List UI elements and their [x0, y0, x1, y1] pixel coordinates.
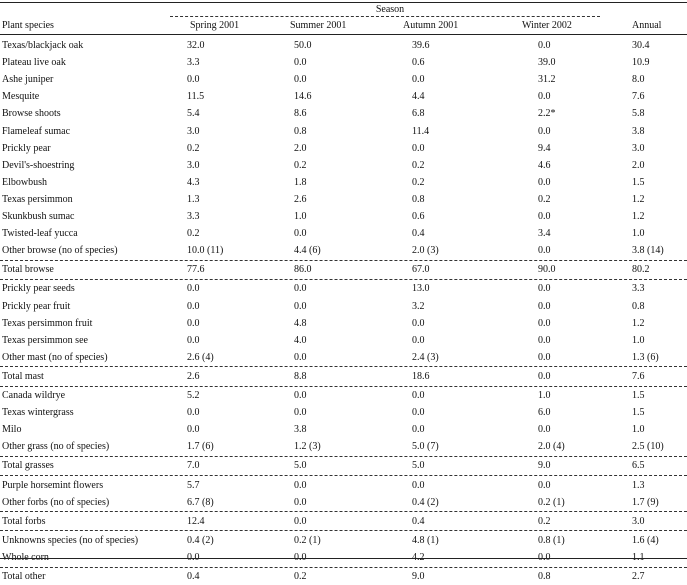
table-cell: 0.0 — [294, 74, 307, 86]
column-header-plant-species: Plant species — [2, 20, 54, 31]
table-cell: 1.0 — [632, 334, 645, 346]
table-cell: 13.0 — [412, 283, 430, 295]
table-cell: 0.2 (1) — [294, 534, 321, 546]
table-cell: 0.0 — [412, 74, 425, 86]
column-header-spring-2001: Spring 2001 — [190, 20, 240, 31]
table-cell: 0.0 — [538, 424, 551, 436]
table-cell: 5.4 — [187, 108, 200, 120]
table-cell: 0.2 — [412, 176, 425, 188]
table-cell: 8.6 — [294, 108, 307, 120]
table-cell: 3.2 — [412, 300, 425, 312]
table-cell: 3.0 — [632, 515, 645, 527]
table-row — [0, 494, 687, 511]
table-cell: 1.1 — [632, 551, 645, 563]
table-cell: 3.3 — [187, 57, 200, 69]
row-label: Skunkbush sumac — [2, 211, 75, 222]
table-cell: 0.2 — [294, 159, 307, 171]
table-cell: 0.0 — [294, 300, 307, 312]
table-cell: 0.0 — [538, 551, 551, 563]
table-cell: 0.0 — [538, 211, 551, 222]
row-label: Elbowbush — [2, 176, 47, 188]
table-cell: 2.0 (4) — [538, 441, 565, 453]
table-cell: 2.6 — [294, 193, 307, 205]
table-cell: 0.0 — [538, 91, 551, 103]
table-cell: 0.0 — [412, 334, 425, 346]
row-label: Texas persimmon fruit — [2, 317, 93, 329]
table-cell: 0.0 — [538, 40, 551, 51]
table-cell: 1.8 — [294, 176, 307, 188]
table-row — [0, 387, 687, 404]
table-row — [0, 54, 687, 71]
total-row — [0, 513, 687, 530]
table-cell: 3.3 — [187, 211, 200, 222]
table-cell: 4.3 — [187, 176, 200, 188]
column-header-summer-2001: Summer 2001 — [290, 20, 347, 31]
table-cell: 0.2 — [294, 571, 307, 582]
table-cell: 0.0 — [187, 424, 200, 436]
table-cell: 0.2 — [187, 228, 200, 240]
table-cell: 3.8 — [294, 424, 307, 436]
column-header-autumn-2001: Autumn 2001 — [403, 20, 459, 31]
table-cell: 1.0 — [538, 390, 551, 401]
table-cell: 1.5 — [632, 390, 645, 401]
table-cell: 0.8 — [294, 125, 307, 137]
table-cell: 7.0 — [187, 460, 200, 472]
table-cell: 0.2 — [538, 193, 551, 205]
table-cell: 9.4 — [538, 142, 551, 154]
table-cell: 1.0 — [632, 228, 645, 240]
row-label: Whole corn — [2, 551, 49, 563]
table-cell: 0.4 — [412, 515, 425, 527]
table-cell: 2.0 — [632, 159, 645, 171]
row-label: Other grass (no of species) — [2, 441, 110, 453]
total-row — [0, 261, 687, 278]
table-cell: 0.0 — [538, 245, 551, 257]
table-row — [0, 140, 687, 157]
table-cell: 0.8 (1) — [538, 534, 565, 546]
table-cell: 5.2 — [187, 390, 200, 401]
table-cell: 4.4 (6) — [294, 245, 321, 257]
table-cell: 0.6 — [412, 57, 425, 69]
table-row — [0, 71, 687, 88]
table-cell: 2.6 — [187, 370, 200, 382]
table-row — [0, 242, 687, 259]
table-row — [0, 225, 687, 242]
table-cell: 0.0 — [294, 283, 307, 295]
row-label: Twisted-leaf yucca — [2, 228, 78, 240]
header-bottom-rule — [0, 34, 687, 35]
row-label: Canada wildrye — [2, 390, 66, 401]
table-cell: 1.3 — [187, 193, 200, 205]
table-cell: 0.0 — [294, 479, 307, 491]
table-cell: 2.0 (3) — [412, 245, 439, 257]
table-cell: 0.0 — [294, 496, 307, 508]
table-cell: 0.0 — [538, 125, 551, 137]
table-cell: 4.0 — [294, 334, 307, 346]
table-cell: 10.0 (11) — [187, 245, 224, 257]
table-cell: 0.0 — [538, 370, 551, 382]
table-cell: 1.0 — [294, 211, 307, 222]
row-label: Total forbs — [2, 515, 46, 527]
table-cell: 18.6 — [412, 370, 430, 382]
table-cell: 0.0 — [294, 515, 307, 527]
table-cell: 0.0 — [412, 317, 425, 329]
table-cell: 0.0 — [538, 317, 551, 329]
table-cell: 3.4 — [538, 228, 551, 240]
row-label: Prickly pear — [2, 142, 51, 154]
table-cell: 3.0 — [187, 159, 200, 171]
table-cell: 0.0 — [412, 390, 425, 401]
table-row — [0, 477, 687, 494]
table-cell: 3.3 — [632, 283, 645, 295]
row-label: Prickly pear fruit — [2, 300, 71, 312]
table-cell: 0.0 — [412, 424, 425, 436]
table-cell: 3.0 — [187, 125, 200, 137]
table-row — [0, 88, 687, 105]
table-cell: 0.0 — [294, 407, 307, 419]
table-cell: 5.8 — [632, 108, 645, 120]
table-cell: 3.0 — [632, 142, 645, 154]
table-cell: 0.0 — [187, 300, 200, 312]
table-row — [0, 404, 687, 421]
row-label: Purple horsemint flowers — [2, 479, 104, 491]
table-cell: 2.7 — [632, 571, 645, 582]
table-cell: 2.2* — [538, 108, 556, 120]
table-cell: 1.6 (4) — [632, 534, 659, 546]
table-cell: 0.0 — [294, 57, 307, 69]
row-label: Texas persimmon — [2, 193, 73, 205]
table-cell: 1.5 — [632, 407, 645, 419]
table-cell: 1.0 — [632, 424, 645, 436]
row-label: Texas wintergrass — [2, 407, 74, 419]
table-row — [0, 157, 687, 174]
table-cell: 39.6 — [412, 40, 430, 51]
row-label: Browse shoots — [2, 108, 61, 120]
table-cell: 86.0 — [294, 264, 312, 276]
table-cell: 0.0 — [412, 479, 425, 491]
row-label: Other forbs (no of species) — [2, 496, 110, 508]
row-label: Unknowns species (no of species) — [2, 534, 139, 546]
table-cell: 90.0 — [538, 264, 556, 276]
table-row — [0, 174, 687, 191]
table-cell: 32.0 — [187, 40, 205, 51]
table-cell: 0.0 — [187, 317, 200, 329]
table-cell: 1.2 — [632, 317, 645, 329]
table-cell: 1.7 (9) — [632, 496, 659, 508]
table-cell: 1.5 — [632, 176, 645, 188]
table-cell: 0.0 — [187, 407, 200, 419]
row-label: Plateau live oak — [2, 57, 66, 69]
table-cell: 0.0 — [538, 300, 551, 312]
table-cell: 9.0 — [538, 460, 551, 472]
table-cell: 67.0 — [412, 264, 430, 276]
table-cell: 4.6 — [538, 159, 551, 171]
table-cell: 0.0 — [294, 351, 307, 363]
table-cell: 6.0 — [538, 407, 551, 419]
table-row — [0, 105, 687, 122]
row-label: Other browse (no of species) — [2, 245, 118, 257]
table-cell: 0.0 — [294, 228, 307, 240]
table-cell: 50.0 — [294, 40, 312, 51]
table-cell: 0.0 — [187, 283, 200, 295]
table-cell: 8.0 — [632, 74, 645, 86]
table-cell: 0.2 — [538, 515, 551, 527]
row-label: Milo — [2, 424, 22, 436]
table-cell: 10.9 — [632, 57, 650, 69]
table-cell: 4.2 — [412, 551, 425, 563]
table-cell: 0.0 — [538, 351, 551, 363]
table-cell: 31.2 — [538, 74, 556, 86]
table-row — [0, 332, 687, 349]
row-label: Total browse — [2, 264, 54, 276]
table-row — [0, 349, 687, 366]
table-cell: 1.2 — [632, 193, 645, 205]
table-cell: 6.7 (8) — [187, 496, 214, 508]
table-row — [0, 315, 687, 332]
table-cell: 0.0 — [187, 74, 200, 86]
table-cell: 0.2 (1) — [538, 496, 565, 508]
table-cell: 14.6 — [294, 91, 312, 103]
table-cell: 7.6 — [632, 91, 645, 103]
row-label: Total other — [2, 571, 46, 582]
table-cell: 8.8 — [294, 370, 307, 382]
table-cell: 9.0 — [412, 571, 425, 582]
table-cell: 39.0 — [538, 57, 556, 69]
table-cell: 0.4 — [412, 228, 425, 240]
table-cell: 6.5 — [632, 460, 645, 472]
table-cell: 3.8 (14) — [632, 245, 664, 257]
table-cell: 0.4 — [187, 571, 200, 582]
season-header: Season — [375, 4, 405, 15]
table-cell: 4.4 — [412, 91, 425, 103]
season-header-rule — [170, 16, 600, 17]
table-cell: 1.3 (6) — [632, 351, 659, 363]
table-cell: 0.0 — [294, 551, 307, 563]
table-top-rule — [0, 2, 687, 3]
table-cell: 0.0 — [294, 390, 307, 401]
table-cell: 2.0 — [294, 142, 307, 154]
table-cell: 6.8 — [412, 108, 425, 120]
table-row — [0, 208, 687, 225]
table-row — [0, 421, 687, 438]
row-label: Ashe juniper — [2, 74, 54, 86]
table-cell: 0.4 (2) — [412, 496, 439, 508]
table-cell: 30.4 — [632, 40, 650, 51]
table-cell: 0.0 — [538, 479, 551, 491]
total-row — [0, 457, 687, 474]
table-row — [0, 532, 687, 549]
row-label: Texas persimmon see — [2, 334, 88, 346]
row-label: Other mast (no of species) — [2, 351, 108, 363]
table-cell: 0.0 — [187, 551, 200, 563]
table-row — [0, 37, 687, 54]
table-row — [0, 280, 687, 297]
table-cell: 0.0 — [412, 142, 425, 154]
table-row — [0, 191, 687, 208]
table-cell: 0.4 (2) — [187, 534, 214, 546]
table-cell: 0.8 — [538, 571, 551, 582]
table-cell: 1.2 — [632, 211, 645, 222]
table-row — [0, 438, 687, 455]
row-label: Total mast — [2, 370, 44, 382]
row-label: Texas/blackjack oak — [2, 40, 84, 51]
table-cell: 12.4 — [187, 515, 205, 527]
table-cell: 1.3 — [632, 479, 645, 491]
table-row — [0, 123, 687, 140]
table-cell: 0.0 — [538, 176, 551, 188]
row-label: Total grasses — [2, 460, 54, 472]
table-cell: 0.8 — [632, 300, 645, 312]
table-cell: 4.8 — [294, 317, 307, 329]
table-cell: 5.0 — [412, 460, 425, 472]
table-cell: 2.6 (4) — [187, 351, 214, 363]
row-label: Mesquite — [2, 91, 40, 103]
table-cell: 0.0 — [187, 334, 200, 346]
table-bottom-rule — [0, 558, 687, 559]
row-label: Prickly pear seeds — [2, 283, 75, 295]
table-cell: 0.6 — [412, 211, 425, 222]
column-header-annual: Annual — [632, 20, 662, 31]
column-header-winter-2002: Winter 2002 — [522, 20, 572, 31]
row-label: Flameleaf sumac — [2, 125, 71, 137]
table-cell: 0.0 — [412, 407, 425, 419]
table-cell: 3.8 — [632, 125, 645, 137]
table-cell: 1.7 (6) — [187, 441, 214, 453]
table-cell: 4.8 (1) — [412, 534, 439, 546]
table-cell: 11.5 — [187, 91, 205, 103]
row-label: Devil's-shoestring — [2, 159, 75, 171]
total-row — [0, 368, 687, 385]
table-cell: 0.2 — [412, 159, 425, 171]
table-cell: 2.4 (3) — [412, 351, 439, 363]
table-cell: 5.0 (7) — [412, 441, 439, 453]
table-cell: 7.6 — [632, 370, 645, 382]
table-cell: 77.6 — [187, 264, 205, 276]
total-row — [0, 568, 687, 585]
table-cell: 11.4 — [412, 125, 430, 137]
table-cell: 5.0 — [294, 460, 307, 472]
table-row — [0, 298, 687, 315]
table-cell: 80.2 — [632, 264, 650, 276]
table-cell: 2.5 (10) — [632, 441, 664, 453]
table-cell: 1.2 (3) — [294, 441, 321, 453]
table-cell: 0.8 — [412, 193, 425, 205]
table-cell: 5.7 — [187, 479, 200, 491]
table-cell: 0.2 — [187, 142, 200, 154]
table-cell: 0.0 — [538, 283, 551, 295]
table-cell: 0.0 — [538, 334, 551, 346]
